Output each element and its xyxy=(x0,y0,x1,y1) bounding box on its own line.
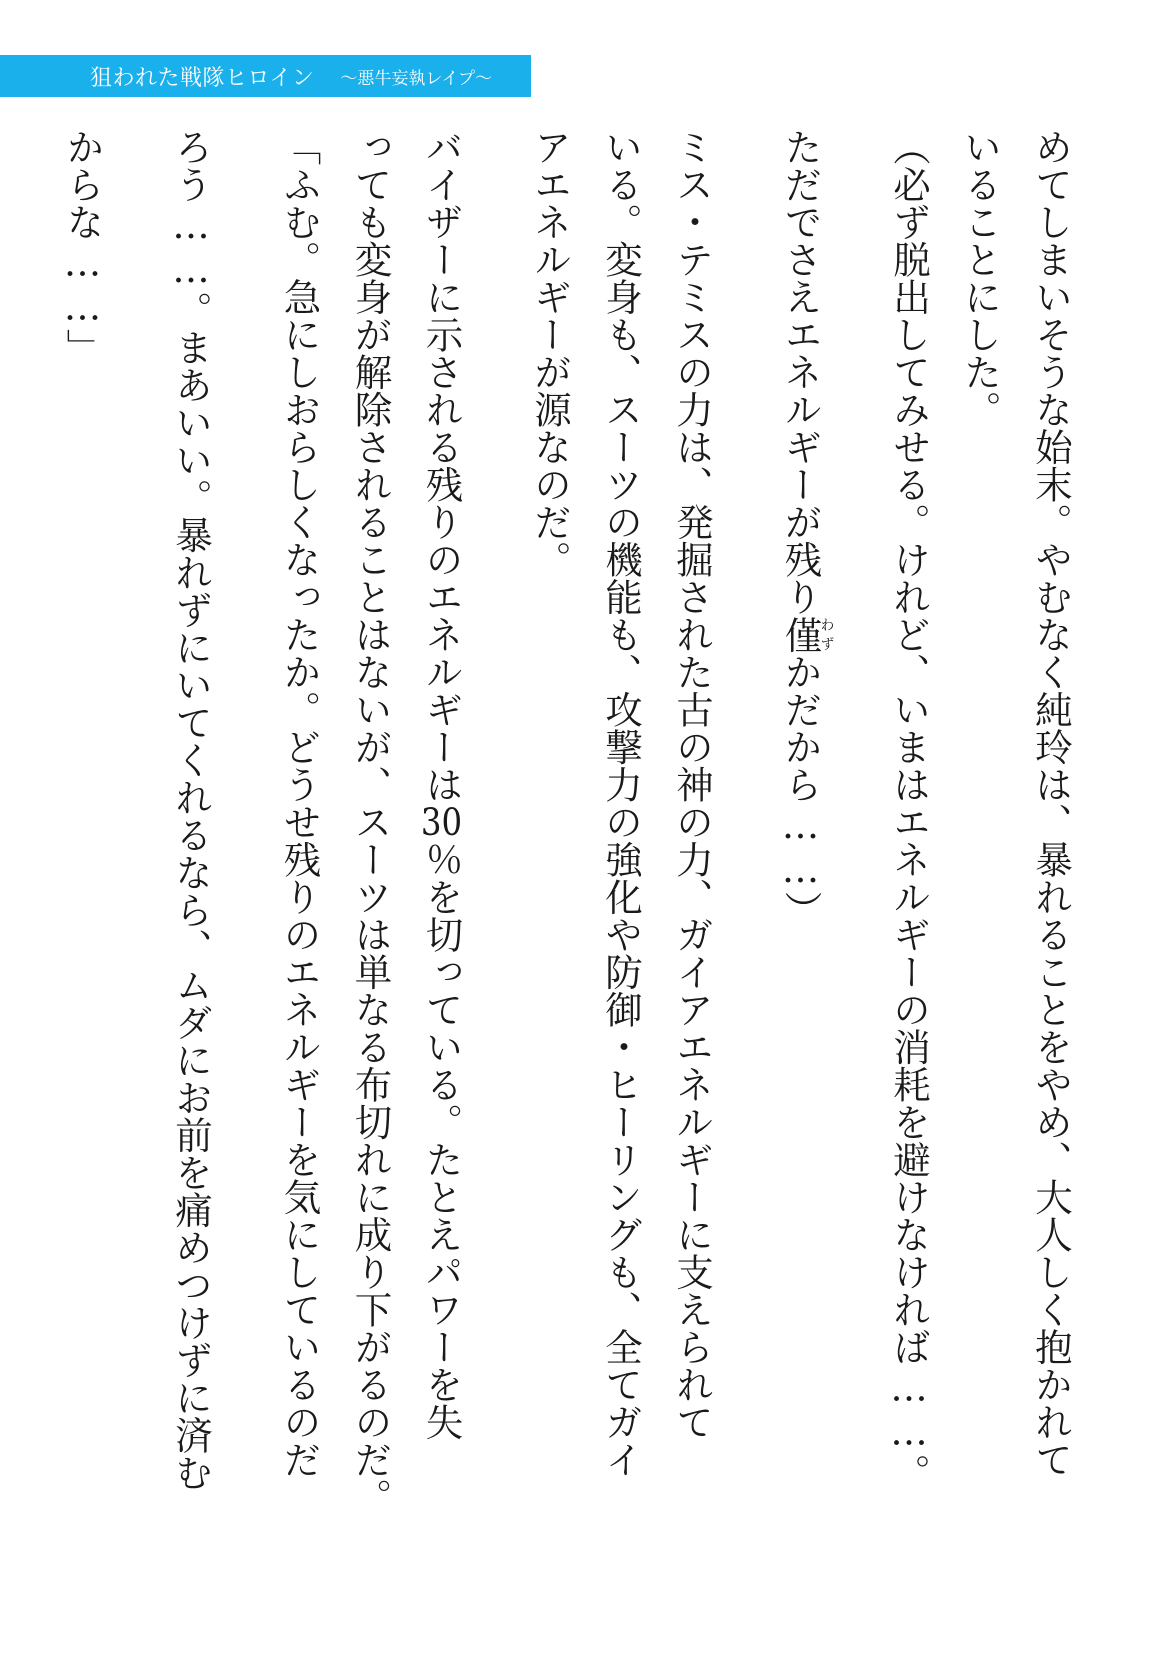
text-line xyxy=(0,128,47,1568)
text-segment: かだから……） xyxy=(778,653,823,929)
text-line xyxy=(765,128,874,1568)
ruby-base: 僅 xyxy=(778,615,823,653)
text-line: っても変身が解除されることはないが、スーツは単なる布切れに成り下がるのだ。 xyxy=(348,128,393,1516)
text-segment: ％を切っている。たとえパワーを失 xyxy=(419,840,464,1441)
text-segment: ただでさえエネルギーが残り xyxy=(778,128,823,616)
text-line xyxy=(406,128,515,1568)
text-line: 「ふむ。急にしおらしくなったか。どうせ残りのエネルギーを気にしているのだ xyxy=(277,128,322,1478)
header-title: 狙われた戦隊ヒロイン xyxy=(90,65,315,91)
ruby-reading: わず xyxy=(818,615,835,653)
text-line: （必ず脱出してみせる。けれど、いまはエネルギーの消耗を避けなければ……。 xyxy=(887,128,931,1491)
text-line: ミス・テミスの力は、発掘された古の神の力、ガイアエネルギーに支えられて xyxy=(670,128,714,1441)
header-subtitle: 〜悪牛妄執レイプ〜 xyxy=(340,68,492,89)
text-line: いる。変身も、スーツの機能も、攻撃力の強化や防御・ヒーリングも、全てガイ xyxy=(599,128,643,1478)
text-line: ろう……。まあいい。暴れずにいてくれるなら、ムダにお前を痛めつけずに済む xyxy=(169,128,213,1491)
text-line: からな……」 xyxy=(60,128,105,366)
body-text xyxy=(0,128,1086,1568)
percent-number: 30 xyxy=(420,803,463,841)
text-segment: バイザーに示される残りのエネルギーは xyxy=(419,128,464,803)
text-line: めてしまいそうな始末。やむなく純玲は、暴れることをやめ、大人しく抱かれて xyxy=(1029,128,1073,1478)
text-line: アエネルギーが源なのだ。 xyxy=(528,128,572,578)
ruby-annotation xyxy=(778,615,835,654)
header-bar xyxy=(0,55,531,97)
text-line: いることにした。 xyxy=(958,128,1002,428)
